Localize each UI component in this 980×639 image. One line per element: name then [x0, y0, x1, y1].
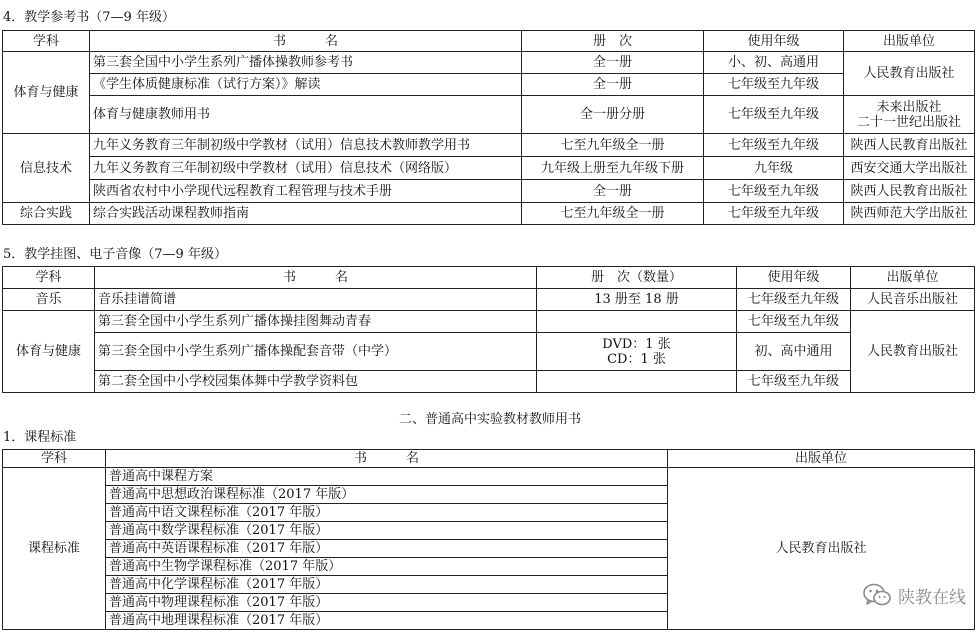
watermark — [862, 582, 966, 608]
book-cell: 第三套全国中小学生系列广播体操配套音带（中学） — [95, 333, 537, 371]
volume-cell: 13 册至 18 册 — [537, 289, 737, 311]
volume-cell: 全一册分册 — [522, 96, 704, 134]
book-cell: 音乐挂谱简谱 — [95, 289, 537, 311]
table-row — [3, 289, 975, 311]
subject-cell: 体育与健康 — [3, 311, 95, 393]
book-cell: 普通高中英语课程标准（2017 年版） — [106, 540, 668, 558]
volume-line-cd: CD：1 张 — [607, 351, 666, 367]
grade-cell: 小、初、高通用 — [704, 52, 844, 74]
header-book: 书 名 — [95, 267, 537, 289]
book-cell: 普通高中课程方案 — [106, 468, 668, 486]
publisher-cell: 西安交通大学出版社 — [844, 157, 975, 180]
volume-cell: 七至九年级全一册 — [522, 134, 704, 157]
book-cell: 普通高中物理课程标准（2017 年版） — [106, 594, 668, 612]
grade-cell: 七年级至九年级 — [737, 311, 851, 333]
header-book: 书 名 — [106, 450, 668, 468]
book-cell: 第三套全国中小学生系列广播体操教师参考书 — [90, 52, 522, 74]
header-volume: 册 次 — [522, 31, 704, 52]
grade-cell: 七年级至九年级 — [704, 74, 844, 96]
book-cell: 陕西省农村中小学现代远程教育工程管理与技术手册 — [90, 180, 522, 203]
book-cell: 体育与健康教师用书 — [90, 96, 522, 134]
header-subject: 学科 — [3, 450, 106, 468]
volume-cell — [537, 311, 737, 333]
reference-books-table — [2, 30, 975, 225]
volume-cell: 全一册 — [522, 74, 704, 96]
book-cell: 普通高中思想政治课程标准（2017 年版） — [106, 486, 668, 504]
subject-cell: 信息技术 — [3, 134, 90, 203]
publisher-line: 未来出版社 — [876, 99, 942, 115]
table-row — [3, 52, 975, 74]
volume-cell: 七至九年级全一册 — [522, 203, 704, 225]
wall-charts-media-table — [2, 266, 975, 393]
section-4-title: 4．教学参考书（7—9 年级） — [3, 10, 175, 25]
publisher-cell: 陕西人民教育出版社 — [844, 134, 975, 157]
table-row — [3, 311, 975, 333]
publisher-cell: 人民教育出版社 — [851, 311, 975, 393]
subject-cell: 音乐 — [3, 289, 95, 311]
volume-cell: 全一册 — [522, 180, 704, 203]
book-cell: 第二套全国中小学校园集体舞中学教学资料包 — [95, 371, 537, 393]
header-volume: 册 次（数量） — [537, 267, 737, 289]
table-row — [3, 180, 975, 203]
subject-cell: 综合实践 — [3, 203, 90, 225]
table-row — [3, 74, 975, 96]
book-cell: 九年义务教育三年制初级中学教材（试用）信息技术（网络版） — [90, 157, 522, 180]
volume-cell — [537, 333, 737, 371]
section-5-title: 5．教学挂图、电子音像（7—9 年级） — [3, 247, 227, 262]
curriculum-standards-table — [2, 449, 975, 630]
part-two-heading: 二、普通高中实验教材教师用书 — [398, 412, 581, 427]
table-row — [3, 371, 975, 393]
header-publisher: 出版单位 — [844, 31, 975, 52]
grade-cell: 七年级至九年级 — [704, 203, 844, 225]
book-cell: 普通高中语文课程标准（2017 年版） — [106, 504, 668, 522]
grade-cell: 七年级至九年级 — [737, 371, 851, 393]
publisher-cell — [844, 96, 975, 134]
publisher-cell: 陕西师范大学出版社 — [844, 203, 975, 225]
book-cell: 综合实践活动课程教师指南 — [90, 203, 522, 225]
table-row — [3, 203, 975, 225]
header-subject: 学科 — [3, 31, 90, 52]
publisher-cell: 人民教育出版社 — [668, 468, 975, 630]
header-publisher: 出版单位 — [851, 267, 975, 289]
header-book: 书 名 — [90, 31, 522, 52]
book-cell: 《学生体质健康标准（试行方案）》解读 — [90, 74, 522, 96]
subject-cell: 体育与健康 — [3, 52, 90, 134]
header-grade: 使用年级 — [737, 267, 851, 289]
publisher-cell: 人民教育出版社 — [844, 52, 975, 96]
table-row — [3, 468, 975, 486]
section-1-title: 1．课程标准 — [3, 430, 77, 445]
book-cell: 第三套全国中小学生系列广播体操挂图舞动青春 — [95, 311, 537, 333]
grade-cell: 七年级至九年级 — [704, 180, 844, 203]
grade-cell: 九年级 — [704, 157, 844, 180]
grade-cell: 七年级至九年级 — [737, 289, 851, 311]
wechat-icon — [862, 582, 892, 608]
publisher-cell: 人民音乐出版社 — [851, 289, 975, 311]
grade-cell: 初、高中通用 — [737, 333, 851, 371]
table-row — [3, 333, 975, 371]
grade-cell: 七年级至九年级 — [704, 96, 844, 134]
volume-line-dvd: DVD：1 张 — [602, 336, 671, 352]
header-publisher: 出版单位 — [668, 450, 975, 468]
table-row — [3, 134, 975, 157]
volume-cell: 九年级上册至九年级下册 — [522, 157, 704, 180]
volume-cell — [537, 371, 737, 393]
volume-cell: 全一册 — [522, 52, 704, 74]
book-cell: 普通高中地理课程标准（2017 年版） — [106, 612, 668, 630]
book-cell: 普通高中生物学课程标准（2017 年版） — [106, 558, 668, 576]
book-cell: 普通高中化学课程标准（2017 年版） — [106, 576, 668, 594]
grade-cell: 七年级至九年级 — [704, 134, 844, 157]
book-cell: 九年义务教育三年制初级中学教材（试用）信息技术教师教学用书 — [90, 134, 522, 157]
subject-cell: 课程标准 — [3, 468, 106, 630]
header-grade: 使用年级 — [704, 31, 844, 52]
publisher-line: 二十一世纪出版社 — [856, 114, 961, 130]
watermark-text: 陕教在线 — [898, 587, 966, 608]
header-subject: 学科 — [3, 267, 95, 289]
table-row — [3, 157, 975, 180]
book-cell: 普通高中数学课程标准（2017 年版） — [106, 522, 668, 540]
publisher-cell: 陕西人民教育出版社 — [844, 180, 975, 203]
table-row — [3, 96, 975, 134]
